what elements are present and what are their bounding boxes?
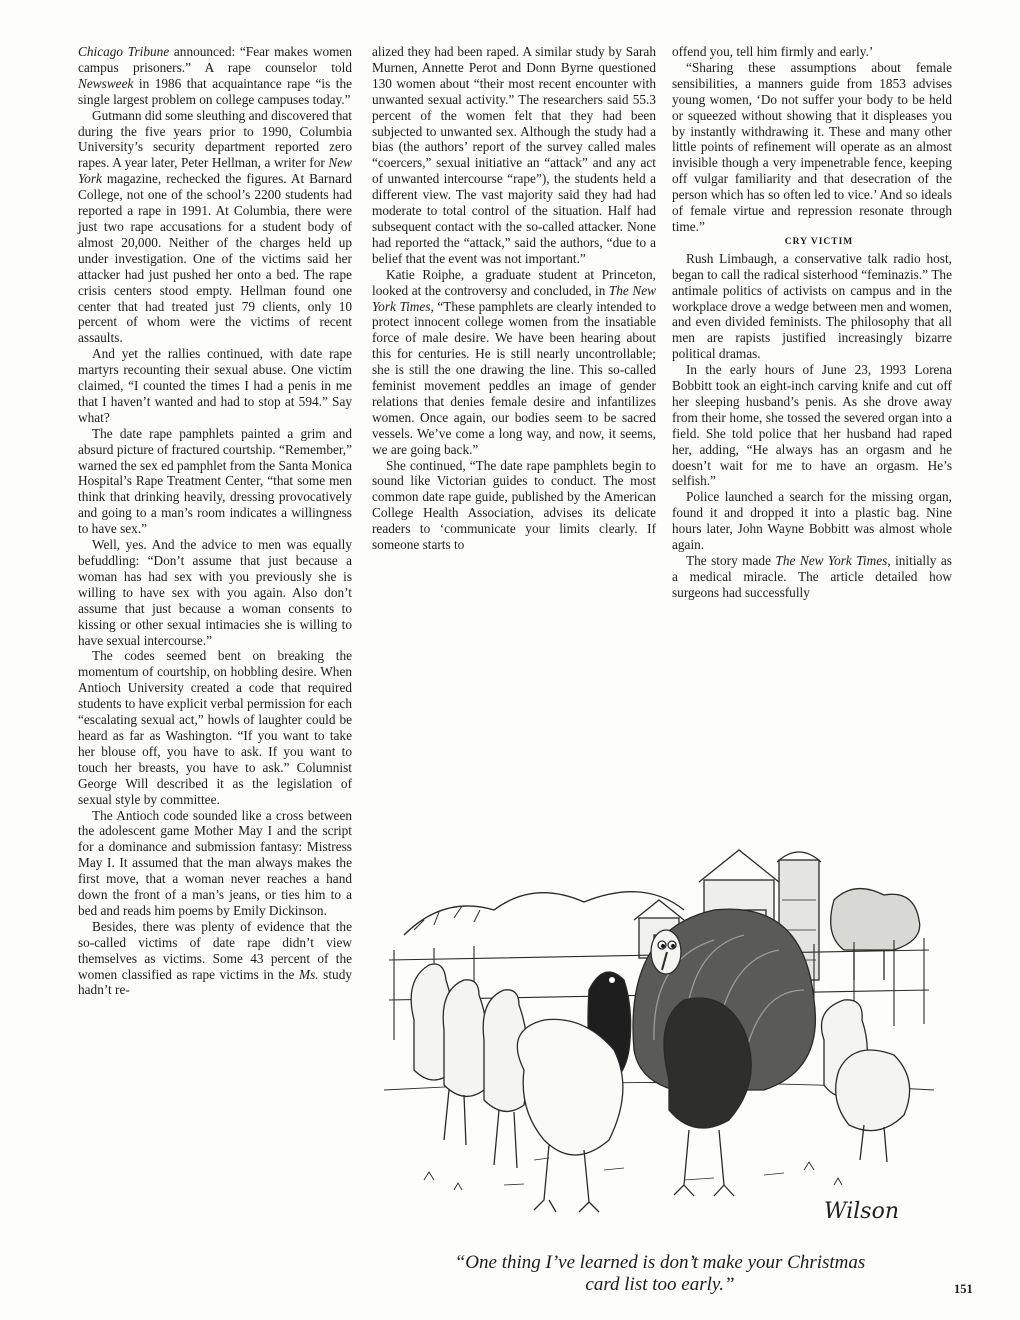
turkey-cartoon [384,840,934,1240]
section-subhead: CRY VICTIM [784,236,854,247]
paragraph: alized they had been raped. A similar study by Sarah Murnen, Annette Perot and Donn Byrne questioned 130 women about “their most recent encounter with unwanted sexual activity.” The researchers said 55.3 percent of the women felt that they had been subjected to unwanted sex. Although the study had a bias (the authors’ report of the survey called males “coercers,” sexual initiative an “attack” and any act of unwanted intercourse “rape”), the students held a different view. The vast majority said they had had moderate to total control of the situation. Half had subsequent contact with the so-called attacker. None had reported the “attack,” said the authors, “due to a belief that the event was not important.” [372,44,656,266]
paragraph: Katie Roiphe, a graduate student at Princeton, looked at the controversy and concluded, in The New York Times, “These pamphlets are clearly intended to protect innocent college women from the insatiable force of male desire. We have been hearing about this for centuries. He is still nearly uncontrollable; she is still the one drawing the line. This so-called feminist movement peddles an image of gender relations that denies female desire and infantilizes women. Once again, our bodies seem to be sacred vessels. We’ve come a long way, and now, it seems, we are going back.” [372,266,656,457]
cartoonist-signature: Wilson [824,1199,900,1224]
paragraph: She continued, “The date rape pamphlets begin to sound like Victorian guides to conduct. The most common date rape guide, published by the American College Health Association, advises its delicate readers to ‘communicate your limits clearly. If someone starts to [372,457,656,553]
column-3 [672,44,952,601]
paragraph: And yet the rallies continued, with date rape martyrs recounting their sexual abuse. One victim claimed, “I counted the times I had a penis in me that I haven’t wanted and had to stop at 594.” Say what? [78,346,352,425]
turkey-group-right [822,1000,910,1162]
paragraph: “Sharing these assumptions about female sensibilities, a manners guide from 1853 advises young women, ‘Do not suffer your body to be held or squeezed without showing that it displeases you by instantly withdrawing it. These and many other little points of refinement will operate as an almost invisible though a very impenetrable fence, keeping off vulgar familiarity and that desecration of the person which has so often led to vice.’ And so ideals of female virtue and repression resonate through time.” [672,59,952,234]
column-2 [372,44,656,553]
paragraph: The codes seemed bent on breaking the momentum of courtship, on hobbling desire. When Antioch University created a code that required students to have explicit verbal permission for each “escalating sexual act,” howls of laughter could be heard as far as Washington. “If you want to take her blouse off, you have to ask. If you want to touch her breasts, you have to ask.” Columnist George Will described it as the legislation of sexual style by committee. [78,648,352,807]
tree-icon [831,889,920,950]
turkey-group-left [411,964,528,1168]
cartoon-caption: “One thing I’ve learned is don’t make your Christmas card list too early.” [454,1252,866,1295]
column-1 [78,44,352,998]
turkey-fanned [633,909,815,1196]
paragraph: offend you, tell him firmly and early.’ [672,44,874,59]
paragraph: The Antioch code sounded like a cross between the adolescent game Mother May I and the script for a dominance and submission fantasy: Mistress May I. It assumed that the man always makes the first move, that a woman never reaches a hand down the front of a man’s jeans, or ties him to a bed and reads him poems by Emily Dickinson. [78,807,352,918]
paragraph: In the early hours of June 23, 1993 Lorena Bobbitt took an eight-inch carving knife and cut off her sleeping husband’s penis. As she drove away from their home, she tossed the severed organ into a field. She told police that her husband had raped her, adding, “He always has an orgasm and he doesn’t wait for me to have an orgasm. He’s selfish.” [672,362,952,489]
paragraph: Chicago Tribune announced: “Fear makes women campus prisoners.” A rape counselor told Newsweek in 1986 that acquaintance rape “is the single largest problem on college campuses today.” [78,44,353,107]
turkey-white [517,1019,623,1212]
page-number: 151 [954,1282,973,1296]
paragraph: Police launched a search for the missing organ, found it and dropped it into a plastic bag. Nine hours later, John Wayne Bobbitt was almost whole again. [672,489,952,553]
paragraph: The date rape pamphlets painted a grim and absurd picture of fractured courtship. “Remember,” warned the sex ed pamphlet from the Santa Monica Hospital’s Rape Treatment Center, “that some men think that drinking heavily, dressing provocatively and going to a man’s room indicates a willingness to have sex.” [78,425,352,537]
paragraph: Besides, there was plenty of evidence that the so-called victims of date rape didn’t view themselves as victims. Some 43 percent of the women classified as rape victims in the Ms. study hadn’t re- [78,918,352,998]
paragraph: The story made The New York Times, initially as a medical miracle. The article detailed how surgeons had successfully [672,553,952,600]
paragraph: Gutmann did some sleuthing and discovered that during the five years prior to 1990, Columbia University’s security department reported zero rapes. A year later, Peter Hellman, a writer for New York magazine, rechecked the figures. At Barnard College, not one of the school’s 2200 students had reported a rape in 1991. At Columbia, there were just two rape accusations for a student body of almost 20,000. Neither of the charges held up under investigation. One of the victims said her attacker had just pushed her onto a bed. The rape crisis centers stood empty. Hellman found one center that had treated just 79 clients, only 10 percent of whom were the victims of recent assaults. [78,107,352,346]
paragraph: Rush Limbaugh, a conservative talk radio host, began to call the radical sisterhood “feminazis.” The antimale politics of activists on campus and in the workplace drove a wedge between men and women, and even divided feminists. The philosophy that all men are rapists justified increasingly bizarre political dramas. [672,250,952,362]
paragraph: Well, yes. And the advice to men was equally befuddling: “Don’t assume that just because a woman has had sex with you previously she is willing to have sex with you again. Also don’t assume that just because a woman consents to kissing or other sexual intimacies she is willing to have sexual intercourse.” [78,537,352,648]
